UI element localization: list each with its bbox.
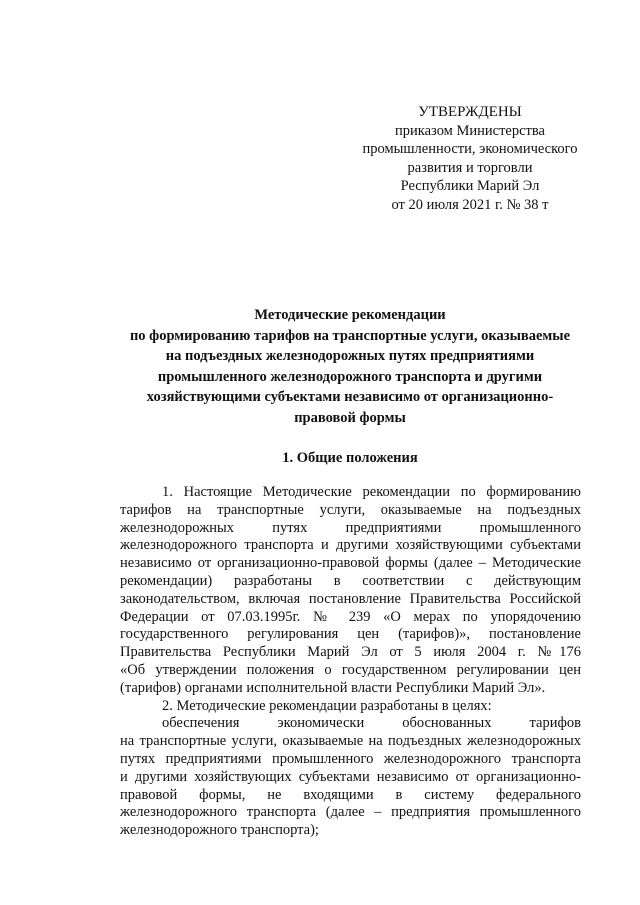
paragraph-line: рекомендации) разработаны в соответствии с действующим	[120, 572, 581, 589]
paragraph-line: Правительства Республики Марий Эл от 5 июля 2004 г. №176	[120, 644, 581, 661]
paragraph-line: независимо от организационно-правовой формы (далее – Методические	[120, 555, 581, 572]
paragraph-line: 2. Методические рекомендации разработаны в целях:	[162, 697, 492, 714]
paragraph-line: законодательством, включая постановление Правительства Российской	[120, 590, 581, 607]
paragraph-line: на транспортные услуги, оказываемые на подъездных железнодорожных	[120, 733, 581, 750]
paragraph-line: Федерации от 07.03.1995г. № 239 «О мерах по упорядочению	[120, 608, 581, 625]
paragraph-line: железнодорожных путях предприятиями промышленного	[120, 519, 581, 536]
paragraph-line: государственного регулирования цен (тарифов)», постановление	[120, 626, 581, 643]
paragraph-line: 1. Настоящие Методические рекомендации по формированию	[162, 484, 581, 500]
title-line: на подъездных железнодорожных путях предприятиями	[165, 348, 535, 365]
title-line: правовой формы	[294, 409, 406, 426]
approval-line: приказом Министерства	[395, 122, 545, 139]
title-line: по формированию тарифов на транспортные услуги, оказываемые	[129, 327, 571, 344]
body-text	[120, 484, 581, 840]
paragraph-line: обеспечения экономически обоснованных тарифов	[162, 715, 581, 732]
document-title	[120, 305, 580, 429]
approval-heading: УТВЕРЖДЕНЫ	[418, 104, 522, 120]
section-heading: 1. Общие положения	[282, 450, 418, 466]
paragraph-line: тарифов на транспортные услуги, оказываемые на подъездных	[120, 501, 581, 518]
paragraph-line: «Об утверждении положения о государственном регулировании цен	[120, 661, 581, 678]
title-line: хозяйствующими субъектами независимо от организационно-	[146, 389, 554, 406]
approval-line: развития и торговли	[407, 159, 533, 176]
approval-block	[340, 103, 600, 215]
paragraph-line: правовой формы, не входящими в систему федерального	[120, 786, 581, 803]
paragraph-line: железнодорожного транспорта (далее – предприятия промышленного	[120, 804, 581, 821]
paragraph-line: и другими хозяйствующих субъектами независимо от организационно-	[120, 768, 581, 785]
approval-line: от 20 июля 2021 г. № 38 т	[391, 196, 549, 213]
title-line: промышленного железнодорожного транспорта и другими	[157, 368, 543, 385]
approval-line: промышленности, экономического	[362, 141, 578, 158]
approval-line: Республики Марий Эл	[400, 178, 540, 195]
title-line: Методические рекомендации	[254, 307, 446, 323]
paragraph-line: железнодорожного транспорта и другими хозяйствующими субъектами	[120, 537, 581, 554]
paragraph-line: (тарифов) органами исполнительной власти Республики Марий Эл».	[120, 679, 546, 696]
paragraph-line: железнодорожного транспорта);	[120, 822, 319, 839]
paragraph-line: путях предприятиями промышленного железнодорожного транспорта	[120, 750, 581, 767]
